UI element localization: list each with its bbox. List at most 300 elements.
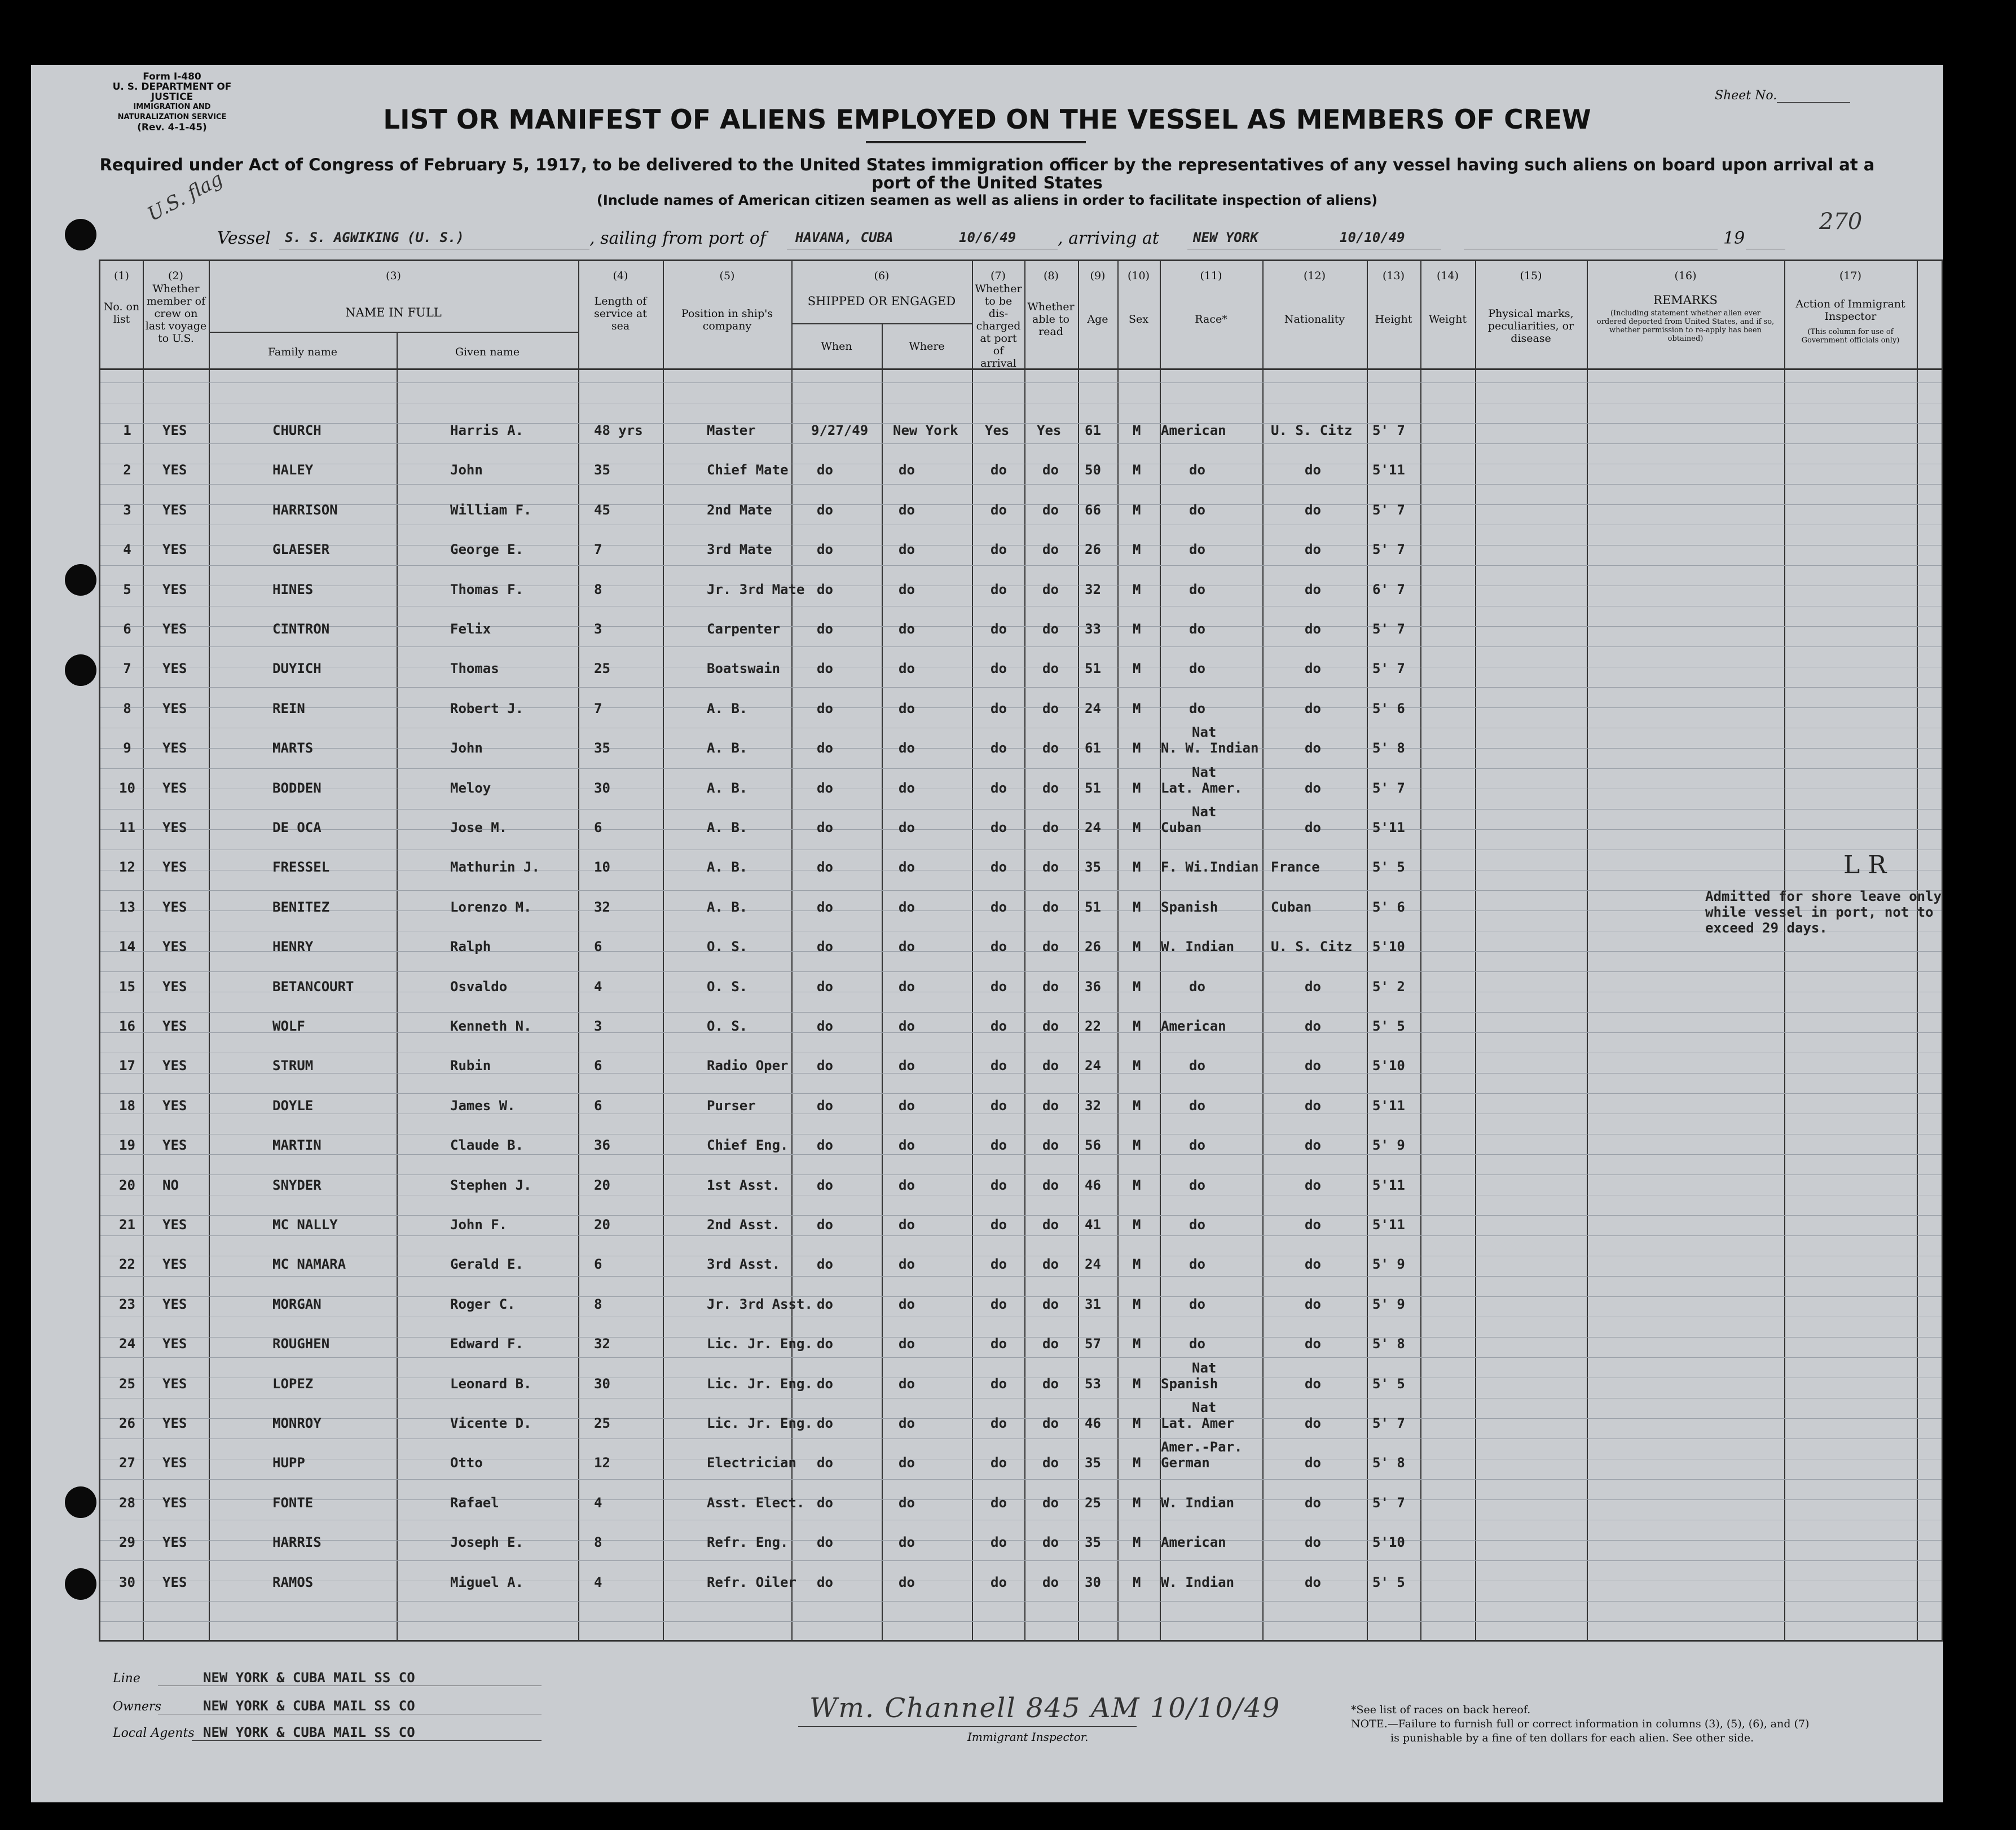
position: Carpenter: [707, 621, 781, 637]
able-to-read: do: [1042, 1296, 1059, 1312]
ruled-line: [100, 504, 1942, 505]
row-number: 12: [119, 859, 135, 876]
family-name: LOPEZ: [272, 1375, 314, 1392]
age: 36: [1085, 978, 1101, 995]
age: 32: [1085, 1097, 1101, 1114]
family-name: SNYDER: [272, 1177, 322, 1193]
length-of-service: 32: [594, 899, 610, 915]
nationality: do: [1305, 780, 1321, 796]
height: 5' 7: [1372, 502, 1405, 518]
subtitle-instruction: (Include names of American citizen seamen as well as aliens in order to facilitate inspection of aliens): [596, 192, 1378, 208]
family-name: WOLF: [272, 1018, 305, 1034]
inspector-signature: Wm. Channell 845 AM 10/10/49: [809, 1692, 1281, 1724]
age: 24: [1085, 820, 1101, 835]
shipped-where: do: [899, 1137, 915, 1154]
sex: M: [1133, 978, 1141, 995]
length-of-service: 30: [594, 1375, 610, 1392]
able-to-read: do: [1042, 780, 1059, 796]
shipped-where: do: [899, 462, 915, 478]
footer-note-fine-2: is punishable by a fine of ten dollars for each alien. See other side.: [1390, 1732, 1754, 1744]
row-number: 22: [119, 1256, 135, 1273]
crew-member-flag: YES: [162, 1574, 187, 1590]
shipped-when: do: [817, 1415, 833, 1431]
title-underline: [866, 141, 1086, 143]
nationality: do: [1305, 581, 1321, 597]
ruled-line: [100, 545, 1942, 546]
length-of-service: 25: [594, 661, 610, 677]
race: do: [1189, 1296, 1205, 1312]
discharged: do: [991, 939, 1007, 955]
height: 5'11: [1372, 1177, 1405, 1193]
footer-note-races: *See list of races on back hereof.: [1351, 1704, 1531, 1716]
age: 46: [1085, 1415, 1101, 1431]
length-of-service: 8: [594, 1296, 602, 1312]
column-divider: [209, 261, 210, 1640]
height: 5'11: [1372, 1217, 1405, 1233]
length-of-service: 4: [594, 1574, 602, 1590]
shipped-when: do: [817, 939, 833, 955]
row-number: 30: [119, 1574, 135, 1590]
crew-member-flag: YES: [162, 1018, 187, 1034]
nationality: Cuban: [1271, 899, 1312, 915]
family-name: CHURCH: [272, 423, 322, 438]
shipped-when: do: [817, 1137, 833, 1154]
family-name: BETANCOURT: [272, 978, 354, 995]
length-of-service: 36: [594, 1137, 610, 1154]
col-header-sex: Sex: [1129, 313, 1148, 325]
shipped-when: do: [817, 899, 833, 915]
length-of-service: 3: [594, 621, 602, 637]
position: 3rd Mate: [707, 542, 772, 558]
family-name: MONROY: [272, 1415, 322, 1431]
col10-number: (10): [1127, 270, 1150, 282]
footer-line-label: Line: [113, 1671, 140, 1686]
crew-member-flag: YES: [162, 939, 187, 955]
family-name: REIN: [272, 700, 305, 716]
column-divider: [578, 261, 579, 1640]
crew-member-flag: YES: [162, 820, 187, 835]
shipped-where: do: [899, 899, 915, 915]
sex: M: [1133, 1018, 1141, 1034]
age: 24: [1085, 1256, 1101, 1273]
sex: M: [1133, 423, 1141, 438]
able-to-read: do: [1042, 462, 1059, 478]
crew-member-flag: YES: [162, 1336, 187, 1352]
given-name: Meloy: [450, 780, 491, 796]
col1-number: (1): [114, 270, 129, 282]
crew-member-flag: NO: [162, 1177, 179, 1193]
nationality: do: [1305, 1217, 1321, 1233]
able-to-read: do: [1042, 1018, 1059, 1034]
discharged: do: [991, 1375, 1007, 1392]
race: do: [1189, 1137, 1205, 1154]
discharged: do: [991, 1058, 1007, 1074]
able-to-read: do: [1042, 1455, 1059, 1471]
col12-number: (12): [1303, 270, 1326, 282]
race: Spanish: [1161, 899, 1218, 915]
shipped-when: do: [817, 1574, 833, 1590]
age: 26: [1085, 542, 1101, 558]
crew-member-flag: YES: [162, 542, 187, 558]
race: do: [1189, 621, 1205, 637]
subtitle-requirement: Required under Act of Congress of February 5, 1917, to be delivered to the United States immigration officer by the representatives of any vessel having such aliens on board upon arrival at a: [99, 155, 1875, 174]
position: Jr. 3rd Asst.: [707, 1296, 813, 1312]
length-of-service: 25: [594, 1415, 610, 1431]
column-divider: [882, 323, 883, 1640]
discharged: do: [991, 1415, 1007, 1431]
remarks-line-3: exceed 29 days.: [1705, 920, 1828, 936]
row-number: 17: [119, 1058, 135, 1074]
row-number: 24: [119, 1336, 135, 1352]
given-name: Mathurin J.: [450, 859, 540, 876]
length-of-service: 4: [594, 1494, 602, 1511]
age: 22: [1085, 1018, 1101, 1034]
age: 61: [1085, 740, 1101, 756]
race: American: [1161, 423, 1226, 438]
ruled-line: [100, 423, 1942, 424]
crew-member-flag: YES: [162, 1217, 187, 1233]
ruled-line: [100, 565, 1942, 566]
shipped-when: do: [817, 1455, 833, 1471]
race: W. Indian: [1161, 1494, 1235, 1511]
row-number: 6: [123, 621, 131, 637]
column-divider: [1784, 261, 1785, 1640]
ruled-line: [100, 951, 1942, 952]
race-prefix: Nat: [1192, 804, 1217, 820]
crew-member-flag: YES: [162, 1415, 187, 1431]
crew-member-flag: YES: [162, 1494, 187, 1511]
manifest-page: [31, 65, 1943, 1802]
col-header-crew: Whether member of crew on last voyage to U.S.: [145, 283, 207, 345]
column-divider: [1917, 261, 1918, 1640]
height: 5' 5: [1372, 1018, 1405, 1034]
length-of-service: 3: [594, 1018, 602, 1034]
position: Radio Oper: [707, 1058, 789, 1074]
row-number: 16: [119, 1018, 135, 1034]
family-name: HALEY: [272, 462, 314, 478]
ruled-line: [100, 1032, 1942, 1033]
length-of-service: 6: [594, 1097, 602, 1114]
row-number: 7: [123, 661, 131, 677]
race-prefix: Nat: [1192, 1400, 1217, 1415]
col-header-weight: Weight: [1428, 313, 1467, 325]
family-name: HARRIS: [272, 1534, 322, 1551]
height: 5'11: [1372, 1097, 1405, 1114]
binder-hole: [65, 564, 96, 596]
age: 46: [1085, 1177, 1101, 1193]
given-name: Thomas F.: [450, 581, 524, 597]
race: Spanish: [1161, 1375, 1218, 1392]
discharged: do: [991, 621, 1007, 637]
age: 61: [1085, 423, 1101, 438]
race: do: [1189, 502, 1205, 518]
position: Lic. Jr. Eng.: [707, 1415, 813, 1431]
crew-member-flag: YES: [162, 1256, 187, 1273]
able-to-read: do: [1042, 542, 1059, 558]
position: Lic. Jr. Eng.: [707, 1375, 813, 1392]
age: 35: [1085, 859, 1101, 876]
length-of-service: 6: [594, 820, 602, 835]
given-name: Felix: [450, 621, 491, 637]
position: 2nd Mate: [707, 502, 772, 518]
sailing-date: 10/6/49: [959, 230, 1016, 245]
ruled-line: [100, 1357, 1942, 1358]
family-name: MC NALLY: [272, 1217, 338, 1233]
family-name: DE OCA: [272, 820, 322, 835]
col-header-shipped: SHIPPED OR ENGAGED: [807, 294, 956, 308]
row-number: 26: [119, 1415, 135, 1431]
family-name: CINTRON: [272, 621, 330, 637]
column-divider: [1367, 261, 1368, 1640]
sex: M: [1133, 740, 1141, 756]
ruled-line: [100, 687, 1942, 688]
row-number: 23: [119, 1296, 135, 1312]
nationality: do: [1305, 1296, 1321, 1312]
col15-number: (15): [1520, 270, 1542, 282]
discharged: do: [991, 859, 1007, 876]
length-of-service: 30: [594, 780, 610, 796]
sex: M: [1133, 1494, 1141, 1511]
position: A. B.: [707, 780, 748, 796]
able-to-read: do: [1042, 700, 1059, 716]
crew-member-flag: YES: [162, 502, 187, 518]
crew-member-flag: YES: [162, 700, 187, 716]
binder-hole: [65, 1568, 96, 1600]
ruled-line: [100, 1012, 1942, 1013]
discharged: do: [991, 661, 1007, 677]
shipped-when: do: [817, 700, 833, 716]
able-to-read: do: [1042, 1574, 1059, 1590]
crew-member-flag: YES: [162, 859, 187, 876]
race: do: [1189, 581, 1205, 597]
ruled-line: [100, 1560, 1942, 1561]
able-to-read: do: [1042, 1137, 1059, 1154]
remarks-line-2: while vessel in port, not to: [1705, 904, 1934, 920]
row-number: 14: [119, 939, 135, 955]
footer-owners-value: NEW YORK & CUBA MAIL SS CO: [203, 1698, 415, 1714]
col11-number: (11): [1200, 270, 1222, 282]
crew-member-flag: YES: [162, 1296, 187, 1312]
age: 35: [1085, 1455, 1101, 1471]
crew-member-flag: YES: [162, 423, 187, 438]
position: Chief Mate: [707, 462, 789, 478]
ruled-line: [100, 484, 1942, 485]
vessel-line: [217, 228, 1853, 251]
ruled-line: [100, 1093, 1942, 1094]
able-to-read: do: [1042, 502, 1059, 518]
family-name: GLAESER: [272, 542, 330, 558]
height: 5' 7: [1372, 542, 1405, 558]
col-header-remarks: REMARKS: [1653, 293, 1718, 307]
sex: M: [1133, 820, 1141, 835]
col9-number: (9): [1090, 270, 1106, 282]
shipped-when: do: [817, 1375, 833, 1392]
shipped-when: do: [817, 1177, 833, 1193]
able-to-read: do: [1042, 939, 1059, 955]
family-name: MORGAN: [272, 1296, 322, 1312]
shipped-when: do: [817, 859, 833, 876]
length-of-service: 8: [594, 1534, 602, 1551]
column-divider: [1587, 261, 1588, 1640]
height: 5'10: [1372, 939, 1405, 955]
shipped-where: do: [899, 1217, 915, 1233]
nationality: do: [1305, 1058, 1321, 1074]
shipped-where: do: [899, 1097, 915, 1114]
shipped-when: do: [817, 1534, 833, 1551]
row-number: 10: [119, 780, 135, 796]
shipped-when: do: [817, 820, 833, 835]
height: 5' 8: [1372, 1336, 1405, 1352]
given-name: Stephen J.: [450, 1177, 532, 1193]
shipped-where: do: [899, 1415, 915, 1431]
shipped-when: do: [817, 1494, 833, 1511]
row-number: 4: [123, 542, 131, 558]
discharged: do: [991, 1336, 1007, 1352]
race-prefix: Nat: [1192, 724, 1217, 741]
col-header-physical: Physical marks, peculiarities, or disease: [1487, 307, 1574, 345]
nationality: do: [1305, 1137, 1321, 1154]
able-to-read: do: [1042, 1097, 1059, 1114]
shipped-where: do: [899, 1058, 915, 1074]
discharged: do: [991, 1256, 1007, 1273]
age: 26: [1085, 939, 1101, 955]
position: A. B.: [707, 820, 748, 835]
column-divider: [663, 261, 664, 1640]
nationality: do: [1305, 978, 1321, 995]
height: 5'10: [1372, 1534, 1405, 1551]
nationality: do: [1305, 1177, 1321, 1193]
discharged: do: [991, 1494, 1007, 1511]
discharged: do: [991, 820, 1007, 835]
length-of-service: 6: [594, 939, 602, 955]
ruled-line: [100, 748, 1942, 749]
able-to-read: do: [1042, 661, 1059, 677]
race: do: [1189, 1177, 1205, 1193]
discharged: do: [991, 740, 1007, 756]
col-header-name: NAME IN FULL: [345, 306, 442, 319]
height: 5' 8: [1372, 1455, 1405, 1471]
crew-member-flag: YES: [162, 1137, 187, 1154]
given-name: Ralph: [450, 939, 491, 955]
col-header-race: Race*: [1195, 313, 1227, 325]
length-of-service: 6: [594, 1058, 602, 1074]
height: 5'11: [1372, 462, 1405, 478]
height: 5' 7: [1372, 621, 1405, 637]
nationality: do: [1305, 1018, 1321, 1034]
shipped-when: do: [817, 542, 833, 558]
length-of-service: 4: [594, 978, 602, 995]
crew-member-flag: YES: [162, 1375, 187, 1392]
ruled-line: [100, 1296, 1942, 1297]
shipped-when: do: [817, 1256, 833, 1273]
race: do: [1189, 1097, 1205, 1114]
position: Refr. Eng.: [707, 1534, 789, 1551]
col7-number: (7): [991, 270, 1006, 282]
binder-hole: [65, 219, 96, 250]
position: Asst. Elect.: [707, 1494, 805, 1511]
col-header-given: Given name: [455, 346, 520, 358]
race: F. Wi.Indian: [1161, 859, 1259, 876]
column-divider: [1117, 261, 1119, 1640]
race: do: [1189, 1336, 1205, 1352]
age: 30: [1085, 1574, 1101, 1590]
sex: M: [1133, 1217, 1141, 1233]
col-header-no: No. on list: [103, 301, 140, 325]
row-number: 13: [119, 899, 135, 915]
race: do: [1189, 1256, 1205, 1273]
row-number: 25: [119, 1375, 135, 1392]
given-name: Claude B.: [450, 1137, 524, 1154]
column-divider: [791, 261, 793, 1640]
position: Refr. Oiler: [707, 1574, 796, 1590]
given-name: James W.: [450, 1097, 516, 1114]
col-header-age: Age: [1087, 313, 1108, 325]
shipped-where: do: [899, 700, 915, 716]
race: American: [1161, 1534, 1226, 1551]
sex: M: [1133, 1375, 1141, 1392]
length-of-service: 48 yrs: [594, 423, 643, 438]
sex: M: [1133, 939, 1141, 955]
crew-member-flag: YES: [162, 740, 187, 756]
footer-agents-underline: [192, 1740, 542, 1741]
able-to-read: do: [1042, 978, 1059, 995]
able-to-read: Yes: [1037, 423, 1062, 438]
height: 5'10: [1372, 1058, 1405, 1074]
height: 5' 6: [1372, 700, 1405, 716]
ruled-line: [100, 382, 1942, 383]
given-name: Robert J.: [450, 700, 524, 716]
shipped-where: do: [899, 1177, 915, 1193]
shipped-when: 9/27/49: [811, 423, 869, 438]
column-divider: [1024, 261, 1025, 1640]
sheet-number-line: [1777, 102, 1850, 103]
family-name: MARTS: [272, 740, 314, 756]
family-name: DOYLE: [272, 1097, 314, 1114]
length-of-service: 10: [594, 859, 610, 876]
height: 5' 7: [1372, 661, 1405, 677]
sex: M: [1133, 899, 1141, 915]
binder-hole: [65, 1486, 96, 1518]
year-label: 19: [1723, 228, 1745, 248]
col-header-position: Position in ship's company: [681, 307, 773, 332]
sex: M: [1133, 661, 1141, 677]
able-to-read: do: [1042, 899, 1059, 915]
col17-number: (17): [1839, 270, 1861, 282]
discharged: do: [991, 1097, 1007, 1114]
ruled-line: [100, 910, 1942, 911]
row-number: 19: [119, 1137, 135, 1154]
ruled-line: [100, 1073, 1942, 1074]
position: Purser: [707, 1097, 756, 1114]
shipped-when: do: [817, 1097, 833, 1114]
given-name: Lorenzo M.: [450, 899, 532, 915]
shipped-when: do: [817, 581, 833, 597]
race: do: [1189, 978, 1205, 995]
length-of-service: 32: [594, 1336, 610, 1352]
row-number: 15: [119, 978, 135, 995]
col8-number: (8): [1044, 270, 1059, 282]
height: 6' 7: [1372, 581, 1405, 597]
discharged: do: [991, 502, 1007, 518]
shipped-where: do: [899, 1494, 915, 1511]
column-divider: [397, 332, 398, 1640]
col-header-read: Whether able to read: [1027, 301, 1075, 338]
position: A. B.: [707, 899, 748, 915]
race: do: [1189, 700, 1205, 716]
shipped-when: do: [817, 1296, 833, 1312]
ruled-line: [100, 1235, 1942, 1236]
nationality: do: [1305, 1336, 1321, 1352]
